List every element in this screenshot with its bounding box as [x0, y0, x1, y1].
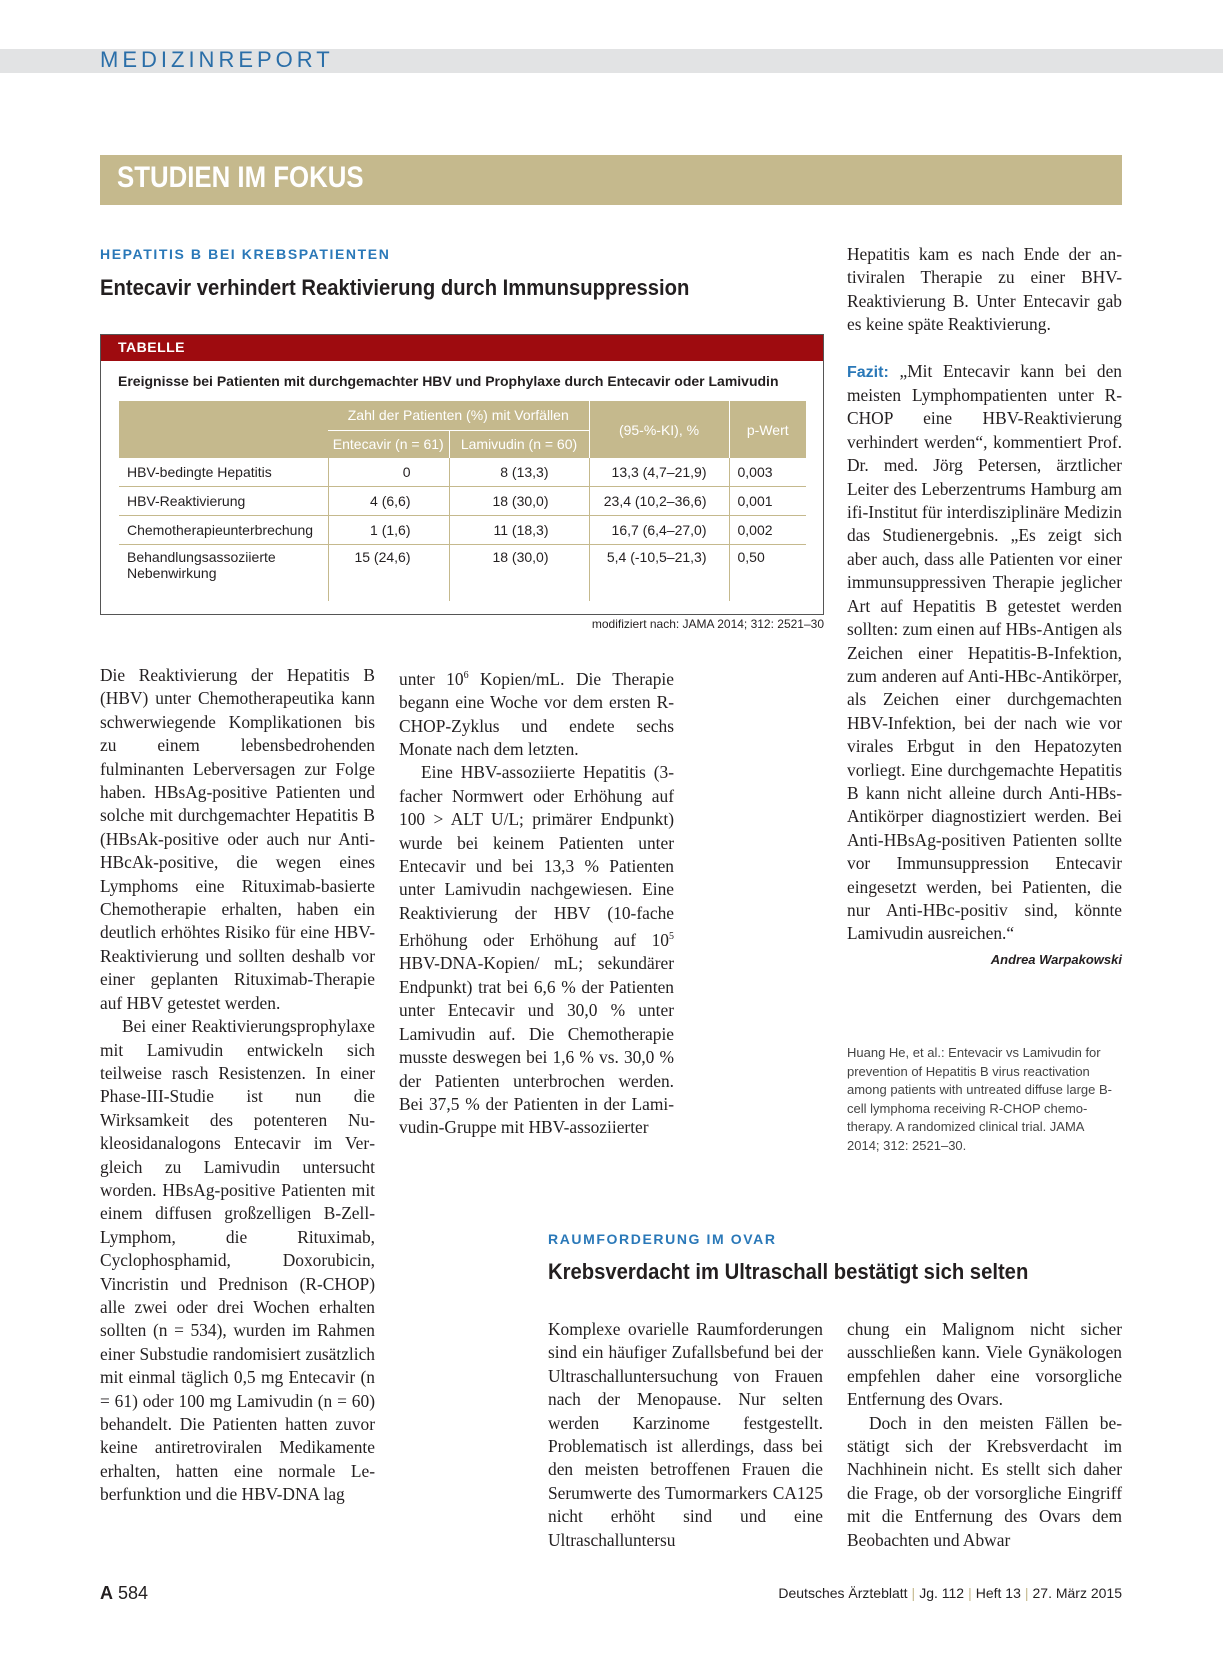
separator: |	[1024, 1585, 1029, 1601]
table-label-bar	[101, 335, 823, 361]
table-row	[119, 545, 806, 602]
superscript: 5	[669, 931, 674, 943]
table-cell: 0,001	[729, 487, 806, 516]
article1-column-1	[100, 664, 375, 1507]
author-name: Andrea Warpakowski	[990, 951, 1122, 967]
table-cell: 23,4 (10,2–36,6)	[589, 487, 729, 516]
table-cell-line: Behandlungsassoziierte	[127, 549, 276, 565]
table-header-blank	[119, 401, 328, 458]
table-cell: 0,002	[729, 516, 806, 545]
body-paragraph: Doch in den meisten Fällen bestätigt sich der Krebsverdacht im Nachhinein nicht. Es stellt sich daher die Frage, ob der vorsorgliche Eingriff mit die Entfernung des Ovars dem Beobachten und Abwar	[847, 1412, 1122, 1550]
table-header-ki: (95-%-KI), %	[589, 401, 729, 458]
body-paragraph: chung ein Malignom nicht sicher ausschließen kann. Viele Gynäkologen empfehlen daher eine vorsorgliche Entfernung des Ovars.	[847, 1319, 1122, 1410]
table-cell: 8 (13,3)	[449, 458, 589, 487]
banner-title: STUDIEN IM FOKUS	[117, 161, 364, 194]
journal-volume: Jg. 112	[919, 1585, 965, 1601]
body-paragraph: Komplexe ovarielle Raumforderungen sind ein häufiger Zufallsbefund bei der Ultraschalluntersuchung von Frauen nach der Menopause. Nur selten werden Karzinome festgestellt. Problematisch ist allerdings, dass bei den meisten betroffenen Frauen die Serumwerte des Tumormarkers CA125 nicht erhöht sind und eine Ultraschalluntersu	[548, 1319, 823, 1550]
article1-kicker: HEPATITIS B BEI KREBSPATIENTEN	[100, 246, 391, 262]
journal-info	[778, 1585, 1122, 1601]
table-cell: 16,7 (6,4–27,0)	[589, 516, 729, 545]
table-row	[119, 458, 806, 487]
article1-headline: Entecavir verhindert Reaktivierung durch Immunsuppression	[100, 275, 690, 300]
table-cell: 11 (18,3)	[449, 516, 589, 545]
table-cell: 4 (6,6)	[328, 487, 449, 516]
table-cell: HBV-bedingte Hepatitis	[119, 458, 328, 487]
text-run: Kopien/mL. Die Therapie begann eine Woche vor dem ersten R-CHOP-Zyklus und endete sechs Monate nach dem letzten.	[399, 668, 674, 760]
text-run: unter 10	[399, 668, 464, 689]
table-row	[119, 487, 806, 516]
results-table-box	[100, 334, 824, 615]
text-run: Eine HBV-assoziierte Hepatitis (3-facher Normwert oder Erhöhung auf 100 > ALT U/L; primärer Endpunkt) wurde bei keinem Patienten unter Entecavir und bei 13,3 % Patienten unter Lamivudin nachgewiesen. Eine Reaktivierung der HBV (10-fache Erhöhung oder Erhöhung auf 10	[399, 762, 674, 951]
text-run: „Mit Entecavir kann bei den meisten Lymphompatienten unter R-CHOP eine HBV-Reaktivierung verhindert werden“, kommentiert Prof. Dr. med. Jörg Petersen, ärztlicher Leiter des Leberzentrums Hamburg am ifi-Institut für interdisziplinäre Medizin das Studienergebnis. „Es zeigt sich aber auch, dass alle Patienten vor einer immunsuppressiven Therapie jeglicher Art auf Hepatitis B getestet werden sollten: zum einen auf HBs-Antigen als Zeichen einer Hepatitis-B-Infektion, zum anderen auf Anti-HBc-Antikörper, als Zeichen einer durchgemachten HBV-Infektion, bei der nach wie vor virales Erbgut in den Hepatozyten vorliegt. Eine durchgemachte Hepatitis B kann nicht alleine durch Anti-HBs-Antikörper diagnostiziert werden. Bei Anti-HBsAg-positiven Patienten sollte vor Immunsuppression Entecavir eingesetzt werden, bei Patienten, die nur Anti-HBc-positiv sind, könnte Lamivudin ausreichen.“	[847, 360, 1122, 944]
page-prefix: A	[100, 1583, 113, 1603]
table-cell: 18 (30,0)	[449, 487, 589, 516]
table-cell: 13,3 (4,7–21,9)	[589, 458, 729, 487]
article2-kicker: RAUMFORDERUNG IM OVAR	[548, 1231, 777, 1247]
table-cell: 15 (24,6)	[328, 545, 449, 602]
journal-issue: Heft 13	[975, 1585, 1021, 1601]
table-label: TABELLE	[118, 339, 186, 355]
body-paragraph	[399, 761, 674, 1139]
table-cell: 0	[328, 458, 449, 487]
body-paragraph: Die Reaktivierung der Hepatitis B (HBV) unter Chemotherapeutika kann schwerwiegende Komplikationen bis zu einem lebensbedrohenden fulminanten Leberversagen zur Folge haben. HBsAg-positive Patienten und solche mit durchgemachter Hepatitis B (HBsAk-positive oder auch nur Anti-HBcAk-positive, die wegen eines Lymphoms eine Rituximab-basierte Chemotherapie erhalten, haben ein deutlich erhöhtes Risiko für eine HBV-Reaktivierung und sollten deshalb vor einer geplanten Rituximab-Therapie auf HBV getestet werden.	[100, 665, 375, 1013]
table-row	[119, 516, 806, 545]
table-caption: Ereignisse bei Patienten mit durchgemachter HBV und Prophylaxe durch Entecavir oder Lamivudin	[118, 373, 779, 389]
table-header-entecavir: Entecavir (n = 61)	[328, 430, 449, 458]
table-header-lamivudin: Lamivudin (n = 60)	[449, 430, 589, 458]
fazit-label: Fazit:	[847, 363, 889, 381]
body-paragraph	[399, 664, 674, 761]
journal-name: Deutsches Ärzteblatt	[778, 1585, 908, 1601]
table-cell: 0,50	[729, 545, 806, 602]
page-number	[100, 1583, 148, 1604]
article1-column-3	[847, 243, 1122, 971]
article1-column-2	[399, 664, 674, 1140]
separator: |	[911, 1585, 916, 1601]
body-paragraph: Bei einer Reaktivierungsprophylaxe mit Lamivudin entwickeln sich teilweise rasch Resistenzen. In einer Phase-III-Studie ist nun die Wirksamkeit des potenteren Nukleosidanalogons Entecavir im Vergleich zu Lamivudin untersucht worden. HBsAg-positive Patienten mit einem diffusen großzelligen B-Zell-Lymphom, die Rituximab, Cyclophosphamid, Doxorubicin, Vincristin und Prednison (R-CHOP) alle zwei oder drei Wochen erhalten sollten (n = 534), wurden im Rahmen einer Substudie randomisiert zusätzlich mit einmal täglich 0,5 mg Entecavir (n = 61) oder 100 mg Lamivudin (n = 60) behandelt. Die Patienten hatten zuvor keine antiretroviralen Medikamente erhalten, hatten eine normale Leberfunktion und die HBV-DNA lag	[100, 1016, 375, 1505]
superscript: 6	[463, 670, 469, 681]
separator: |	[968, 1585, 972, 1601]
table-header-group: Zahl der Patienten (%) mit Vorfällen	[328, 401, 589, 430]
body-paragraph: Hepatitis kam es nach Ende der antiviralen Therapie zu einer BHV-Reaktivierung B. Unter Entecavir gab es keine späte Reaktivierung.	[847, 244, 1122, 335]
table-cell: 18 (30,0)	[449, 545, 589, 602]
table-cell	[119, 545, 328, 602]
table-cell: 0,003	[729, 458, 806, 487]
table-source-note: modifiziert nach: JAMA 2014; 312: 2521–30	[591, 617, 824, 631]
table-cell: 1 (1,6)	[328, 516, 449, 545]
journal-date: 27. März 2015	[1032, 1585, 1122, 1601]
table-cell: Chemotherapieunterbrechung	[119, 516, 328, 545]
article2-column-1	[548, 1318, 823, 1552]
table-cell: 5,4 (-10,5–21,3)	[589, 545, 729, 602]
section-label: MEDIZINREPORT	[100, 47, 334, 72]
article2-column-2	[847, 1318, 1122, 1552]
reference-citation: Huang He, et al.: Entevacir vs Lamivudin for prevention of Hepatitis B virus reactivation among patients with untreated diffuse large B-cell lymphoma receiving R-CHOP chemotherapy. A randomized clinical trial. JAMA 2014; 312: 2521–30.	[847, 1045, 1112, 1153]
table-cell: HBV-Reaktivierung	[119, 487, 328, 516]
article2-headline: Krebsverdacht im Ultraschall bestätigt sich selten	[548, 1259, 1029, 1284]
body-paragraph	[847, 360, 1122, 967]
page-number-value: 584	[118, 1583, 149, 1603]
table-cell-line: Nebenwirkung	[127, 565, 217, 581]
table-header-p: p-Wert	[729, 401, 806, 458]
results-table	[119, 401, 806, 601]
text-run: HBV-DNA-Kopien/ mL; sekundärer Endpunkt) trat bei 6,6 % der Patienten unter Entecavir und 30,0 % unter Lamivudin auf. Die Chemotherapie musste deswegen bei 1,6 % vs. 30,0 % der Patienten unterbrochen werden. Bei 37,5 % der Patienten in der Lamivudin-Gruppe mit HBV-assoziierter	[399, 953, 674, 1138]
